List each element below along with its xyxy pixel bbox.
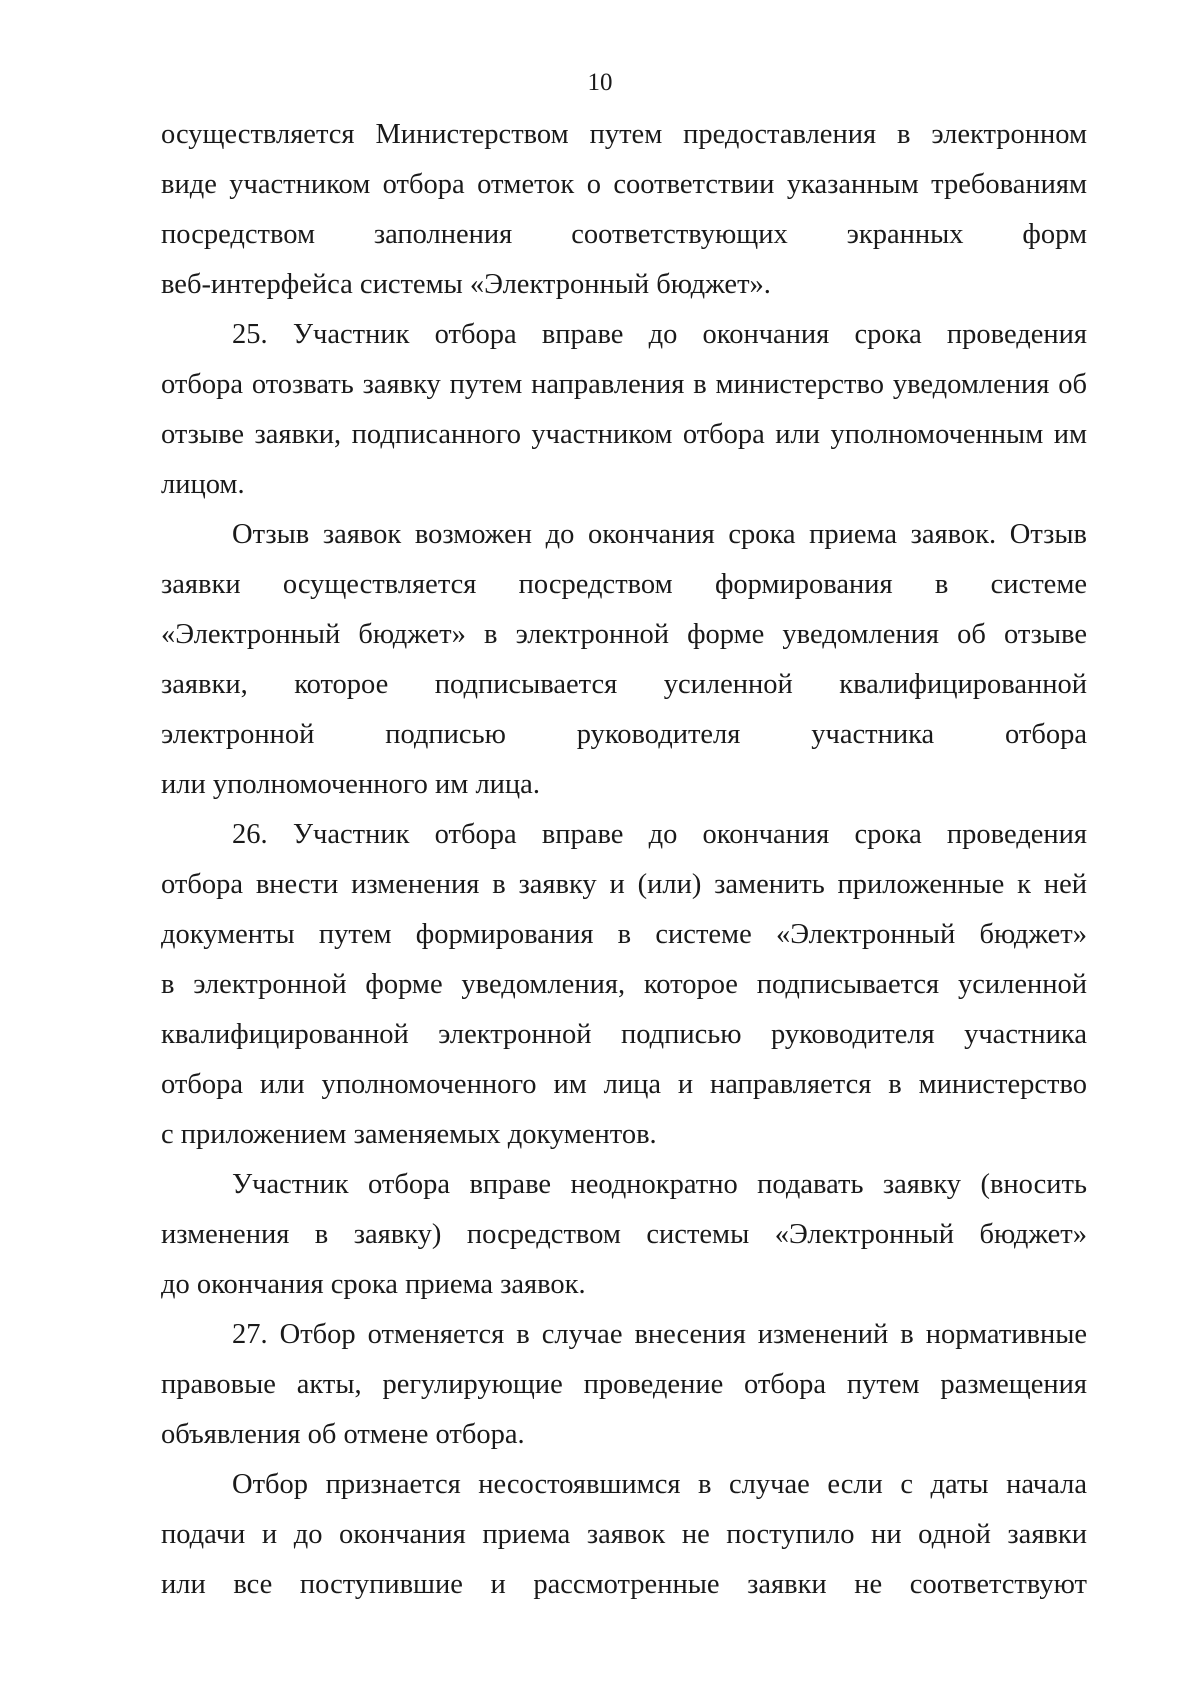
- text-line: документы путем формирования в системе «Электронный бюджет»: [161, 919, 1087, 950]
- text-line: лицом.: [161, 469, 245, 500]
- text-line: отбора отозвать заявку путем направления в министерство уведомления об: [161, 369, 1087, 400]
- text-line: 27. Отбор отменяется в случае внесения изменений в нормативные: [232, 1319, 1087, 1350]
- document-body: [161, 110, 1087, 1610]
- text-line: заявки, которое подписывается усиленной квалифицированной: [161, 669, 1087, 700]
- text-line: электронной подписью руководителя участника отбора: [161, 719, 1087, 750]
- text-line: осуществляется Министерством путем предоставления в электронном: [161, 119, 1087, 150]
- paragraph-p4: [161, 810, 1087, 1160]
- text-line: заявки осуществляется посредством формирования в системе: [161, 569, 1087, 600]
- text-line: 26. Участник отбора вправе до окончания срока проведения: [232, 819, 1087, 850]
- paragraph-p7: [161, 1460, 1087, 1610]
- page-number: 10: [587, 69, 613, 96]
- text-line: Отбор признается несостоявшимся в случае если с даты начала: [232, 1469, 1087, 1500]
- text-line: «Электронный бюджет» в электронной форме уведомления об отзыве: [161, 619, 1087, 650]
- text-line: отбора внести изменения в заявку и (или) заменить приложенные к ней: [161, 869, 1087, 900]
- paragraph-p3: [161, 510, 1087, 810]
- text-line: правовые акты, регулирующие проведение отбора путем размещения: [161, 1369, 1087, 1400]
- text-line: изменения в заявку) посредством системы «Электронный бюджет»: [161, 1219, 1087, 1250]
- paragraph-p2: [161, 310, 1087, 510]
- paragraph-p6: [161, 1310, 1087, 1460]
- text-line: Отзыв заявок возможен до окончания срока приема заявок. Отзыв: [232, 519, 1087, 550]
- paragraph-p5: [161, 1160, 1087, 1310]
- text-line: веб-интерфейса системы «Электронный бюджет».: [161, 269, 771, 300]
- text-line: или все поступившие и рассмотренные заявки не соответствуют: [161, 1569, 1087, 1600]
- text-line: или уполномоченного им лица.: [161, 769, 540, 800]
- text-line: виде участником отбора отметок о соответствии указанным требованиям: [161, 169, 1087, 200]
- text-line: подачи и до окончания приема заявок не поступило ни одной заявки: [161, 1519, 1087, 1550]
- text-line: с приложением заменяемых документов.: [161, 1119, 657, 1150]
- text-line: Участник отбора вправе неоднократно подавать заявку (вносить: [232, 1169, 1087, 1200]
- text-line: отзыве заявки, подписанного участником отбора или уполномоченным им: [161, 419, 1087, 450]
- text-line: отбора или уполномоченного им лица и направляется в министерство: [161, 1069, 1087, 1100]
- text-line: в электронной форме уведомления, которое подписывается усиленной: [161, 969, 1087, 1000]
- text-line: квалифицированной электронной подписью руководителя участника: [161, 1019, 1087, 1050]
- paragraph-p1: [161, 110, 1087, 310]
- text-line: объявления об отмене отбора.: [161, 1419, 525, 1450]
- text-line: посредством заполнения соответствующих экранных форм: [161, 219, 1087, 250]
- text-line: до окончания срока приема заявок.: [161, 1269, 586, 1300]
- text-line: 25. Участник отбора вправе до окончания срока проведения: [232, 319, 1087, 350]
